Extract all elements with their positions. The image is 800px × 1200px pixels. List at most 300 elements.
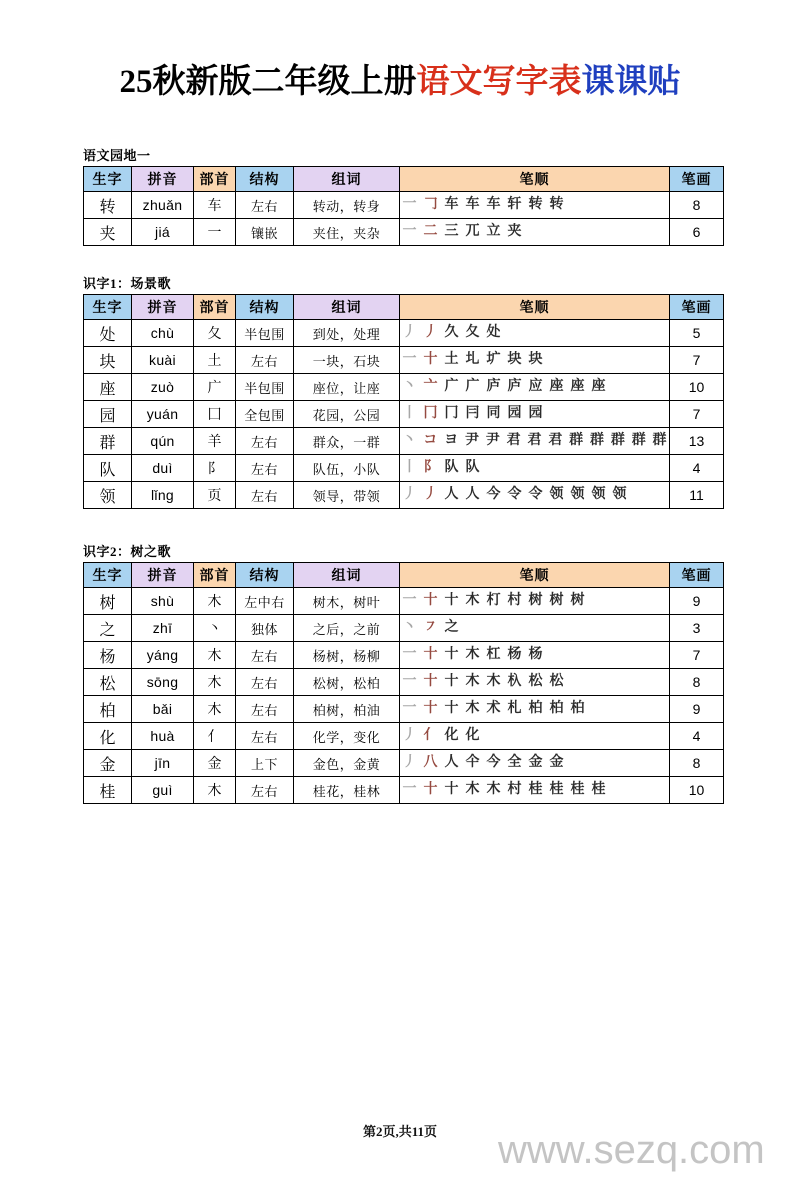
character-table-1 xyxy=(83,294,724,509)
table-row xyxy=(84,347,724,374)
cell-stroke-order xyxy=(400,374,670,401)
cell-words: 金色，金黄 xyxy=(294,750,400,777)
cell-stroke-order xyxy=(400,192,670,219)
cell-pinyin: qún xyxy=(132,428,194,455)
stroke-step: 一 xyxy=(402,197,417,212)
stroke-step: 一 xyxy=(402,593,417,608)
cell-stroke-order xyxy=(400,642,670,669)
stroke-step: 十 xyxy=(423,674,438,689)
table-header-row xyxy=(84,563,724,588)
column-header-words: 组词 xyxy=(294,563,400,588)
table-row xyxy=(84,750,724,777)
stroke-step: 君 xyxy=(548,433,563,448)
cell-words: 松树，松柏 xyxy=(294,669,400,696)
stroke-step: ヨ xyxy=(444,433,459,448)
stroke-step: 广 xyxy=(444,379,459,394)
cell-structure: 全包围 xyxy=(236,401,294,428)
table-row xyxy=(84,669,724,696)
cell-character: 松 xyxy=(84,669,132,696)
stroke-step: 树 xyxy=(528,593,543,608)
stroke-step: 人 xyxy=(444,755,459,770)
cell-structure: 半包围 xyxy=(236,320,294,347)
cell-stroke-order xyxy=(400,615,670,642)
cell-structure: 半包围 xyxy=(236,374,294,401)
stroke-step: 夂 xyxy=(465,325,480,340)
stroke-step: 君 xyxy=(527,433,542,448)
stroke-step: 杁 xyxy=(507,674,522,689)
stroke-step: 夹 xyxy=(507,224,522,239)
column-header-pinyin: 拼音 xyxy=(132,167,194,192)
stroke-step: 松 xyxy=(549,674,564,689)
stroke-step: 二 xyxy=(423,224,438,239)
cell-structure: 左右 xyxy=(236,482,294,509)
stroke-step: 块 xyxy=(507,352,522,367)
cell-radical: 亻 xyxy=(194,723,236,750)
cell-radical: 羊 xyxy=(194,428,236,455)
stroke-step: 令 xyxy=(528,487,543,502)
stroke-step: 丨 xyxy=(402,460,417,475)
cell-radical: 木 xyxy=(194,696,236,723)
stroke-step: 化 xyxy=(444,728,459,743)
stroke-step: 应 xyxy=(528,379,543,394)
cell-character: 夹 xyxy=(84,219,132,246)
section-label-1: 识字1：场景歌 xyxy=(83,276,172,291)
cell-structure: 左右 xyxy=(236,777,294,804)
cell-radical: 夂 xyxy=(194,320,236,347)
cell-character: 转 xyxy=(84,192,132,219)
stroke-step: ㇇ xyxy=(423,620,438,635)
cell-character: 柏 xyxy=(84,696,132,723)
stroke-step: 尹 xyxy=(485,433,500,448)
table-row xyxy=(84,642,724,669)
cell-stroke-order xyxy=(400,588,670,615)
cell-words: 领导，带领 xyxy=(294,482,400,509)
stroke-step: 尹 xyxy=(464,433,479,448)
cell-words: 杨树，杨柳 xyxy=(294,642,400,669)
table-row xyxy=(84,696,724,723)
cell-stroke-count: 4 xyxy=(670,455,724,482)
stroke-step: 札 xyxy=(507,701,522,716)
column-header-stroke-count: 笔画 xyxy=(670,167,724,192)
cell-structure: 左右 xyxy=(236,723,294,750)
stroke-step: 十 xyxy=(444,782,459,797)
watermark: www.sezq.com xyxy=(498,1128,765,1172)
table-row xyxy=(84,777,724,804)
cell-pinyin: yáng xyxy=(132,642,194,669)
stroke-step: 领 xyxy=(570,487,585,502)
cell-character: 队 xyxy=(84,455,132,482)
stroke-step: 树 xyxy=(570,593,585,608)
stroke-step: 木 xyxy=(465,782,480,797)
cell-words: 桂花，桂林 xyxy=(294,777,400,804)
cell-structure: 左右 xyxy=(236,192,294,219)
stroke-step: 十 xyxy=(444,701,459,716)
column-header-words: 组词 xyxy=(294,295,400,320)
cell-stroke-count: 10 xyxy=(670,777,724,804)
cell-structure: 左右 xyxy=(236,455,294,482)
stroke-step: 之 xyxy=(444,620,459,635)
cell-radical: 丶 xyxy=(194,615,236,642)
cell-words: 之后，之前 xyxy=(294,615,400,642)
cell-character: 群 xyxy=(84,428,132,455)
cell-pinyin: guì xyxy=(132,777,194,804)
cell-stroke-order xyxy=(400,723,670,750)
column-header-structure: 结构 xyxy=(236,295,294,320)
cell-stroke-count: 7 xyxy=(670,347,724,374)
stroke-step: 一 xyxy=(402,352,417,367)
cell-words: 队伍，小队 xyxy=(294,455,400,482)
cell-radical: 木 xyxy=(194,642,236,669)
cell-character: 块 xyxy=(84,347,132,374)
stroke-step: 丿 xyxy=(402,325,417,340)
stroke-step: 人 xyxy=(465,487,480,502)
cell-character: 树 xyxy=(84,588,132,615)
cell-words: 到处，处理 xyxy=(294,320,400,347)
cell-character: 处 xyxy=(84,320,132,347)
stroke-step: 十 xyxy=(444,674,459,689)
stroke-step: 转 xyxy=(528,197,543,212)
stroke-step: 三 xyxy=(444,224,459,239)
cell-words: 柏树，柏油 xyxy=(294,696,400,723)
table-row xyxy=(84,428,724,455)
cell-structure: 左右 xyxy=(236,428,294,455)
cell-pinyin: zhī xyxy=(132,615,194,642)
cell-radical: 囗 xyxy=(194,401,236,428)
cell-radical: 金 xyxy=(194,750,236,777)
cell-stroke-count: 5 xyxy=(670,320,724,347)
table-row xyxy=(84,482,724,509)
cell-stroke-order xyxy=(400,347,670,374)
stroke-step: 十 xyxy=(423,701,438,716)
stroke-step: 久 xyxy=(444,325,459,340)
stroke-step: 柏 xyxy=(528,701,543,716)
cell-pinyin: bǎi xyxy=(132,696,194,723)
cell-stroke-count: 7 xyxy=(670,401,724,428)
stroke-step: 桂 xyxy=(591,782,606,797)
cell-radical: 木 xyxy=(194,777,236,804)
stroke-step: 八 xyxy=(423,755,438,770)
cell-radical: 广 xyxy=(194,374,236,401)
table-row xyxy=(84,219,724,246)
stroke-step: 金 xyxy=(528,755,543,770)
stroke-step: 轩 xyxy=(507,197,522,212)
stroke-step: 兀 xyxy=(465,224,480,239)
stroke-step: 圹 xyxy=(486,352,501,367)
stroke-step: 今 xyxy=(486,487,501,502)
column-header-character: 生字 xyxy=(84,167,132,192)
stroke-step: 柏 xyxy=(549,701,564,716)
cell-character: 桂 xyxy=(84,777,132,804)
table-row xyxy=(84,588,724,615)
cell-stroke-count: 9 xyxy=(670,588,724,615)
stroke-step: 队 xyxy=(444,460,459,475)
stroke-step: 阝 xyxy=(423,460,438,475)
stroke-step: 仐 xyxy=(465,755,480,770)
stroke-step: 木 xyxy=(465,647,480,662)
cell-character: 之 xyxy=(84,615,132,642)
page-title xyxy=(0,60,800,104)
cell-stroke-count: 13 xyxy=(670,428,724,455)
stroke-step: 今 xyxy=(486,755,501,770)
stroke-step: 木 xyxy=(465,674,480,689)
stroke-step: 杠 xyxy=(486,647,501,662)
cell-structure: 镶嵌 xyxy=(236,219,294,246)
cell-character: 园 xyxy=(84,401,132,428)
stroke-step: 桂 xyxy=(549,782,564,797)
cell-pinyin: chù xyxy=(132,320,194,347)
column-header-stroke-count: 笔画 xyxy=(670,295,724,320)
cell-stroke-order xyxy=(400,482,670,509)
title-segment-red: 语文写字表 xyxy=(416,64,582,100)
cell-character: 金 xyxy=(84,750,132,777)
character-table-2 xyxy=(83,562,724,804)
stroke-step: 座 xyxy=(570,379,585,394)
stroke-step: 𠃌 xyxy=(423,197,438,212)
stroke-step: 一 xyxy=(402,674,417,689)
stroke-step: 领 xyxy=(612,487,627,502)
cell-words: 群众，一群 xyxy=(294,428,400,455)
stroke-step: 木 xyxy=(465,701,480,716)
stroke-step: 庐 xyxy=(507,379,522,394)
cell-stroke-order xyxy=(400,219,670,246)
cell-radical: 阝 xyxy=(194,455,236,482)
cell-character: 领 xyxy=(84,482,132,509)
cell-words: 花园，公园 xyxy=(294,401,400,428)
cell-stroke-count: 8 xyxy=(670,669,724,696)
cell-structure: 左右 xyxy=(236,696,294,723)
stroke-step: 群 xyxy=(569,433,584,448)
stroke-step: 柏 xyxy=(570,701,585,716)
cell-structure: 左右 xyxy=(236,642,294,669)
stroke-step: 车 xyxy=(465,197,480,212)
cell-radical: 一 xyxy=(194,219,236,246)
title-segment-black: 25秋新版二年级上册 xyxy=(119,64,417,100)
stroke-step: 丿 xyxy=(402,728,417,743)
column-header-stroke-order: 笔顺 xyxy=(400,563,670,588)
cell-stroke-order xyxy=(400,696,670,723)
cell-structure: 左中右 xyxy=(236,588,294,615)
cell-pinyin: zuò xyxy=(132,374,194,401)
stroke-step: 人 xyxy=(444,487,459,502)
cell-pinyin: sōng xyxy=(132,669,194,696)
stroke-step: 队 xyxy=(465,460,480,475)
cell-radical: 土 xyxy=(194,347,236,374)
stroke-step: 转 xyxy=(549,197,564,212)
cell-stroke-order xyxy=(400,669,670,696)
cell-stroke-count: 6 xyxy=(670,219,724,246)
stroke-step: 群 xyxy=(631,433,646,448)
stroke-step: 朾 xyxy=(486,593,501,608)
stroke-step: 圠 xyxy=(465,352,480,367)
cell-stroke-count: 4 xyxy=(670,723,724,750)
table-row xyxy=(84,723,724,750)
table-header-row xyxy=(84,295,724,320)
stroke-step: 亻 xyxy=(423,728,438,743)
stroke-step: 术 xyxy=(486,701,501,716)
cell-pinyin: kuài xyxy=(132,347,194,374)
stroke-step: 十 xyxy=(444,647,459,662)
stroke-step: 车 xyxy=(486,197,501,212)
stroke-step: 群 xyxy=(652,433,667,448)
cell-stroke-order xyxy=(400,750,670,777)
stroke-step: 立 xyxy=(486,224,501,239)
stroke-step: 群 xyxy=(610,433,625,448)
cell-stroke-order xyxy=(400,401,670,428)
cell-stroke-count: 7 xyxy=(670,642,724,669)
cell-pinyin: lǐng xyxy=(132,482,194,509)
cell-structure: 上下 xyxy=(236,750,294,777)
stroke-step: 座 xyxy=(549,379,564,394)
cell-stroke-order xyxy=(400,455,670,482)
cell-stroke-order xyxy=(400,777,670,804)
stroke-step: 广 xyxy=(465,379,480,394)
cell-words: 夹住，夹杂 xyxy=(294,219,400,246)
cell-structure: 左右 xyxy=(236,669,294,696)
table-body-2 xyxy=(84,588,724,804)
column-header-character: 生字 xyxy=(84,295,132,320)
stroke-step: 丿 xyxy=(423,325,438,340)
column-header-radical: 部首 xyxy=(194,563,236,588)
table-row xyxy=(84,374,724,401)
stroke-step: 冃 xyxy=(465,406,480,421)
cell-radical: 木 xyxy=(194,588,236,615)
cell-structure: 独体 xyxy=(236,615,294,642)
column-header-words: 组词 xyxy=(294,167,400,192)
stroke-step: 冂 xyxy=(423,406,438,421)
column-header-stroke-count: 笔画 xyxy=(670,563,724,588)
stroke-step: 一 xyxy=(402,224,417,239)
cell-words: 化学，变化 xyxy=(294,723,400,750)
cell-pinyin: zhuǎn xyxy=(132,192,194,219)
stroke-step: 村 xyxy=(507,782,522,797)
stroke-step: 树 xyxy=(549,593,564,608)
cell-radical: 木 xyxy=(194,669,236,696)
column-header-stroke-order: 笔顺 xyxy=(400,167,670,192)
table-row xyxy=(84,455,724,482)
stroke-step: 十 xyxy=(423,782,438,797)
stroke-step: 丿 xyxy=(402,755,417,770)
column-header-radical: 部首 xyxy=(194,295,236,320)
stroke-step: 全 xyxy=(507,755,522,770)
stroke-step: 令 xyxy=(507,487,522,502)
stroke-step: 木 xyxy=(465,593,480,608)
stroke-step: 松 xyxy=(528,674,543,689)
cell-character: 杨 xyxy=(84,642,132,669)
stroke-step: 处 xyxy=(486,325,501,340)
stroke-step: 园 xyxy=(507,406,522,421)
column-header-pinyin: 拼音 xyxy=(132,563,194,588)
cell-words: 座位，让座 xyxy=(294,374,400,401)
stroke-step: 一 xyxy=(402,701,417,716)
stroke-step: 庐 xyxy=(486,379,501,394)
character-table-0 xyxy=(83,166,724,246)
cell-words: 转动，转身 xyxy=(294,192,400,219)
table-row xyxy=(84,401,724,428)
stroke-step: 座 xyxy=(591,379,606,394)
cell-words: 树木，树叶 xyxy=(294,588,400,615)
stroke-step: 块 xyxy=(528,352,543,367)
column-header-radical: 部首 xyxy=(194,167,236,192)
stroke-step: 亠 xyxy=(423,379,438,394)
cell-radical: 车 xyxy=(194,192,236,219)
cell-pinyin: jīn xyxy=(132,750,194,777)
stroke-step: コ xyxy=(423,433,438,448)
cell-stroke-count: 11 xyxy=(670,482,724,509)
cell-words: 一块，石块 xyxy=(294,347,400,374)
stroke-step: 丶 xyxy=(402,620,417,635)
cell-stroke-count: 3 xyxy=(670,615,724,642)
stroke-step: 杨 xyxy=(528,647,543,662)
stroke-step: 杨 xyxy=(507,647,522,662)
section-label-2: 识字2：树之歌 xyxy=(83,544,172,559)
stroke-step: 冂 xyxy=(444,406,459,421)
stroke-step: 车 xyxy=(444,197,459,212)
cell-stroke-count: 8 xyxy=(670,750,724,777)
table-body-0 xyxy=(84,192,724,246)
stroke-step: 木 xyxy=(486,782,501,797)
stroke-step: 十 xyxy=(444,593,459,608)
table-row xyxy=(84,192,724,219)
section-label-0: 语文园地一 xyxy=(83,148,151,163)
cell-pinyin: shù xyxy=(132,588,194,615)
stroke-step: 桂 xyxy=(528,782,543,797)
stroke-step: 丶 xyxy=(402,379,417,394)
cell-character: 座 xyxy=(84,374,132,401)
stroke-step: 园 xyxy=(528,406,543,421)
column-header-stroke-order: 笔顺 xyxy=(400,295,670,320)
stroke-step: 木 xyxy=(486,674,501,689)
table-row xyxy=(84,320,724,347)
table-header-row xyxy=(84,167,724,192)
page-footer: 第2页,共11页 xyxy=(362,1124,438,1139)
stroke-step: 土 xyxy=(444,352,459,367)
stroke-step: 君 xyxy=(506,433,521,448)
stroke-step: 同 xyxy=(486,406,501,421)
cell-character: 化 xyxy=(84,723,132,750)
cell-pinyin: duì xyxy=(132,455,194,482)
cell-stroke-order xyxy=(400,428,670,455)
cell-stroke-count: 9 xyxy=(670,696,724,723)
stroke-step: 十 xyxy=(423,647,438,662)
stroke-step: 丿 xyxy=(402,487,417,502)
stroke-step: 一 xyxy=(402,782,417,797)
stroke-step: 领 xyxy=(549,487,564,502)
stroke-step: 丶 xyxy=(402,433,417,448)
stroke-step: 丿 xyxy=(423,487,438,502)
column-header-structure: 结构 xyxy=(236,563,294,588)
cell-stroke-count: 8 xyxy=(670,192,724,219)
cell-pinyin: huà xyxy=(132,723,194,750)
stroke-step: 领 xyxy=(591,487,606,502)
cell-stroke-order xyxy=(400,320,670,347)
stroke-step: 十 xyxy=(423,593,438,608)
table-body-1 xyxy=(84,320,724,509)
column-header-character: 生字 xyxy=(84,563,132,588)
cell-radical: 页 xyxy=(194,482,236,509)
title-segment-blue: 课课贴 xyxy=(581,64,681,100)
table-row xyxy=(84,615,724,642)
stroke-step: 桂 xyxy=(570,782,585,797)
stroke-step: 丨 xyxy=(402,406,417,421)
cell-stroke-count: 10 xyxy=(670,374,724,401)
stroke-step: 化 xyxy=(465,728,480,743)
stroke-step: 群 xyxy=(590,433,605,448)
cell-pinyin: yuán xyxy=(132,401,194,428)
stroke-step: 金 xyxy=(549,755,564,770)
stroke-step: 一 xyxy=(402,647,417,662)
column-header-pinyin: 拼音 xyxy=(132,295,194,320)
cell-structure: 左右 xyxy=(236,347,294,374)
